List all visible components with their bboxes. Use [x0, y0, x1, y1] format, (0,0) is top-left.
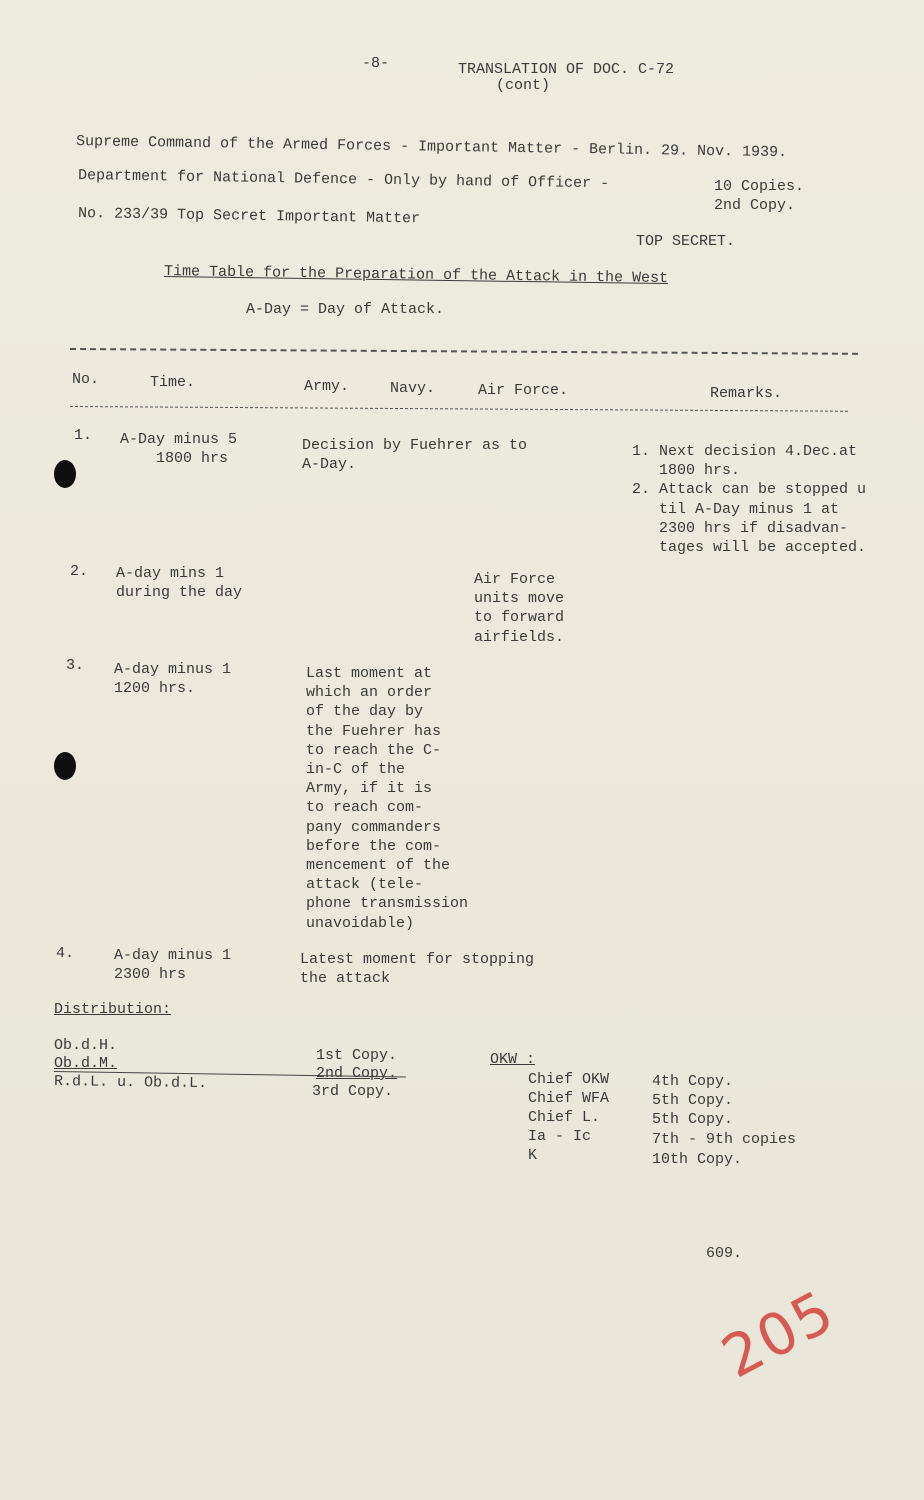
classification: TOP SECRET. [636, 233, 736, 250]
table-top-rule [70, 348, 858, 355]
row-4-army: Latest moment for stopping the attack [300, 951, 535, 988]
distribution-right-name: Chief OKW [528, 1071, 610, 1088]
row-1-remarks: 1. Next decision 4.Dec.at 1800 hrs. 2. Attack can be stopped u til A-Day minus 1 at 2300 hrs if disadvan- tages will be accepted. [632, 443, 867, 557]
distribution-right-copy: 10th Copy. [652, 1151, 743, 1168]
copy-number: 2nd Copy. [714, 197, 796, 214]
col-header-navy: Navy. [390, 380, 436, 397]
distribution-right-copy: 5th Copy. [652, 1111, 734, 1128]
col-header-time: Time. [150, 374, 196, 391]
distribution-label: Distribution: [54, 1001, 172, 1018]
row-1-no: 1. [74, 427, 93, 444]
distribution-right-name: Chief WFA [528, 1090, 610, 1107]
letterhead-line-3: No. 233/39 Top Secret Important Matter [77, 205, 421, 228]
copies-count: 10 Copies. [714, 178, 805, 195]
punch-hole [54, 752, 76, 780]
distribution-right-name: Chief L. [528, 1109, 601, 1126]
col-header-air-force: Air Force. [478, 382, 569, 399]
punch-hole [54, 460, 76, 488]
distribution-left-copy: 3rd Copy. [312, 1083, 394, 1100]
row-2-time: A-day mins 1 during the day [116, 565, 243, 602]
distribution-right-copy: 4th Copy. [652, 1073, 734, 1090]
distribution-right-name: K [528, 1147, 538, 1164]
translation-subtitle: (cont) [496, 77, 551, 94]
letterhead-line-1: Supreme Command of the Armed Forces - Important Matter - Berlin. 29. Nov. 1939. [75, 133, 788, 162]
distribution-right-copy: 7th - 9th copies [652, 1131, 797, 1148]
page-number-bottom: 609. [706, 1245, 743, 1262]
row-3-time: A-day minus 1 1200 hrs. [114, 661, 232, 698]
row-4-no: 4. [56, 945, 75, 962]
col-header-army: Army. [304, 378, 350, 395]
row-1-army: Decision by Fuehrer as to A-Day. [302, 437, 528, 474]
table-header-rule [70, 406, 848, 412]
distribution-right-copy: 5th Copy. [652, 1092, 734, 1109]
document-title: Time Table for the Preparation of the Attack in the West [163, 263, 669, 288]
row-2-air-force: Air Force units move to forward airfields. [474, 571, 565, 646]
distribution-right-name: Ia - Ic [528, 1128, 592, 1145]
letterhead-line-2: Department for National Defence - Only by hand of Officer - [77, 167, 610, 193]
row-1-time: A-Day minus 5 1800 hrs [120, 431, 238, 468]
row-3-army: Last moment at which an order of the day by the Fuehrer has to reach the C- in-C of the Army, if it is to reach com- pany commanders before the com- mencement of the attack (tele- phone transmission unavoidable) [306, 665, 469, 932]
row-4-time: A-day minus 1 2300 hrs [114, 947, 232, 984]
col-header-no: No. [72, 371, 100, 388]
distribution-left-name: R.d.L. u. Ob.d.L. [53, 1073, 208, 1093]
col-header-remarks: Remarks. [710, 385, 783, 402]
distribution-left-name: Ob.d.M. [54, 1055, 118, 1072]
distribution-left-name: Ob.d.H. [54, 1037, 118, 1054]
row-2-no: 2. [70, 563, 89, 580]
handwritten-stamp-number: 205 [710, 1276, 846, 1392]
page-number-top: -8- [362, 55, 390, 72]
distribution-left-copy: 1st Copy. [316, 1047, 398, 1064]
row-3-no: 3. [66, 657, 85, 674]
translation-title: TRANSLATION OF DOC. C-72 [458, 61, 675, 78]
distribution-left-copy: 2nd Copy. [316, 1065, 398, 1082]
okw-label: OKW : [490, 1051, 536, 1068]
document-subtitle: A-Day = Day of Attack. [246, 301, 445, 318]
